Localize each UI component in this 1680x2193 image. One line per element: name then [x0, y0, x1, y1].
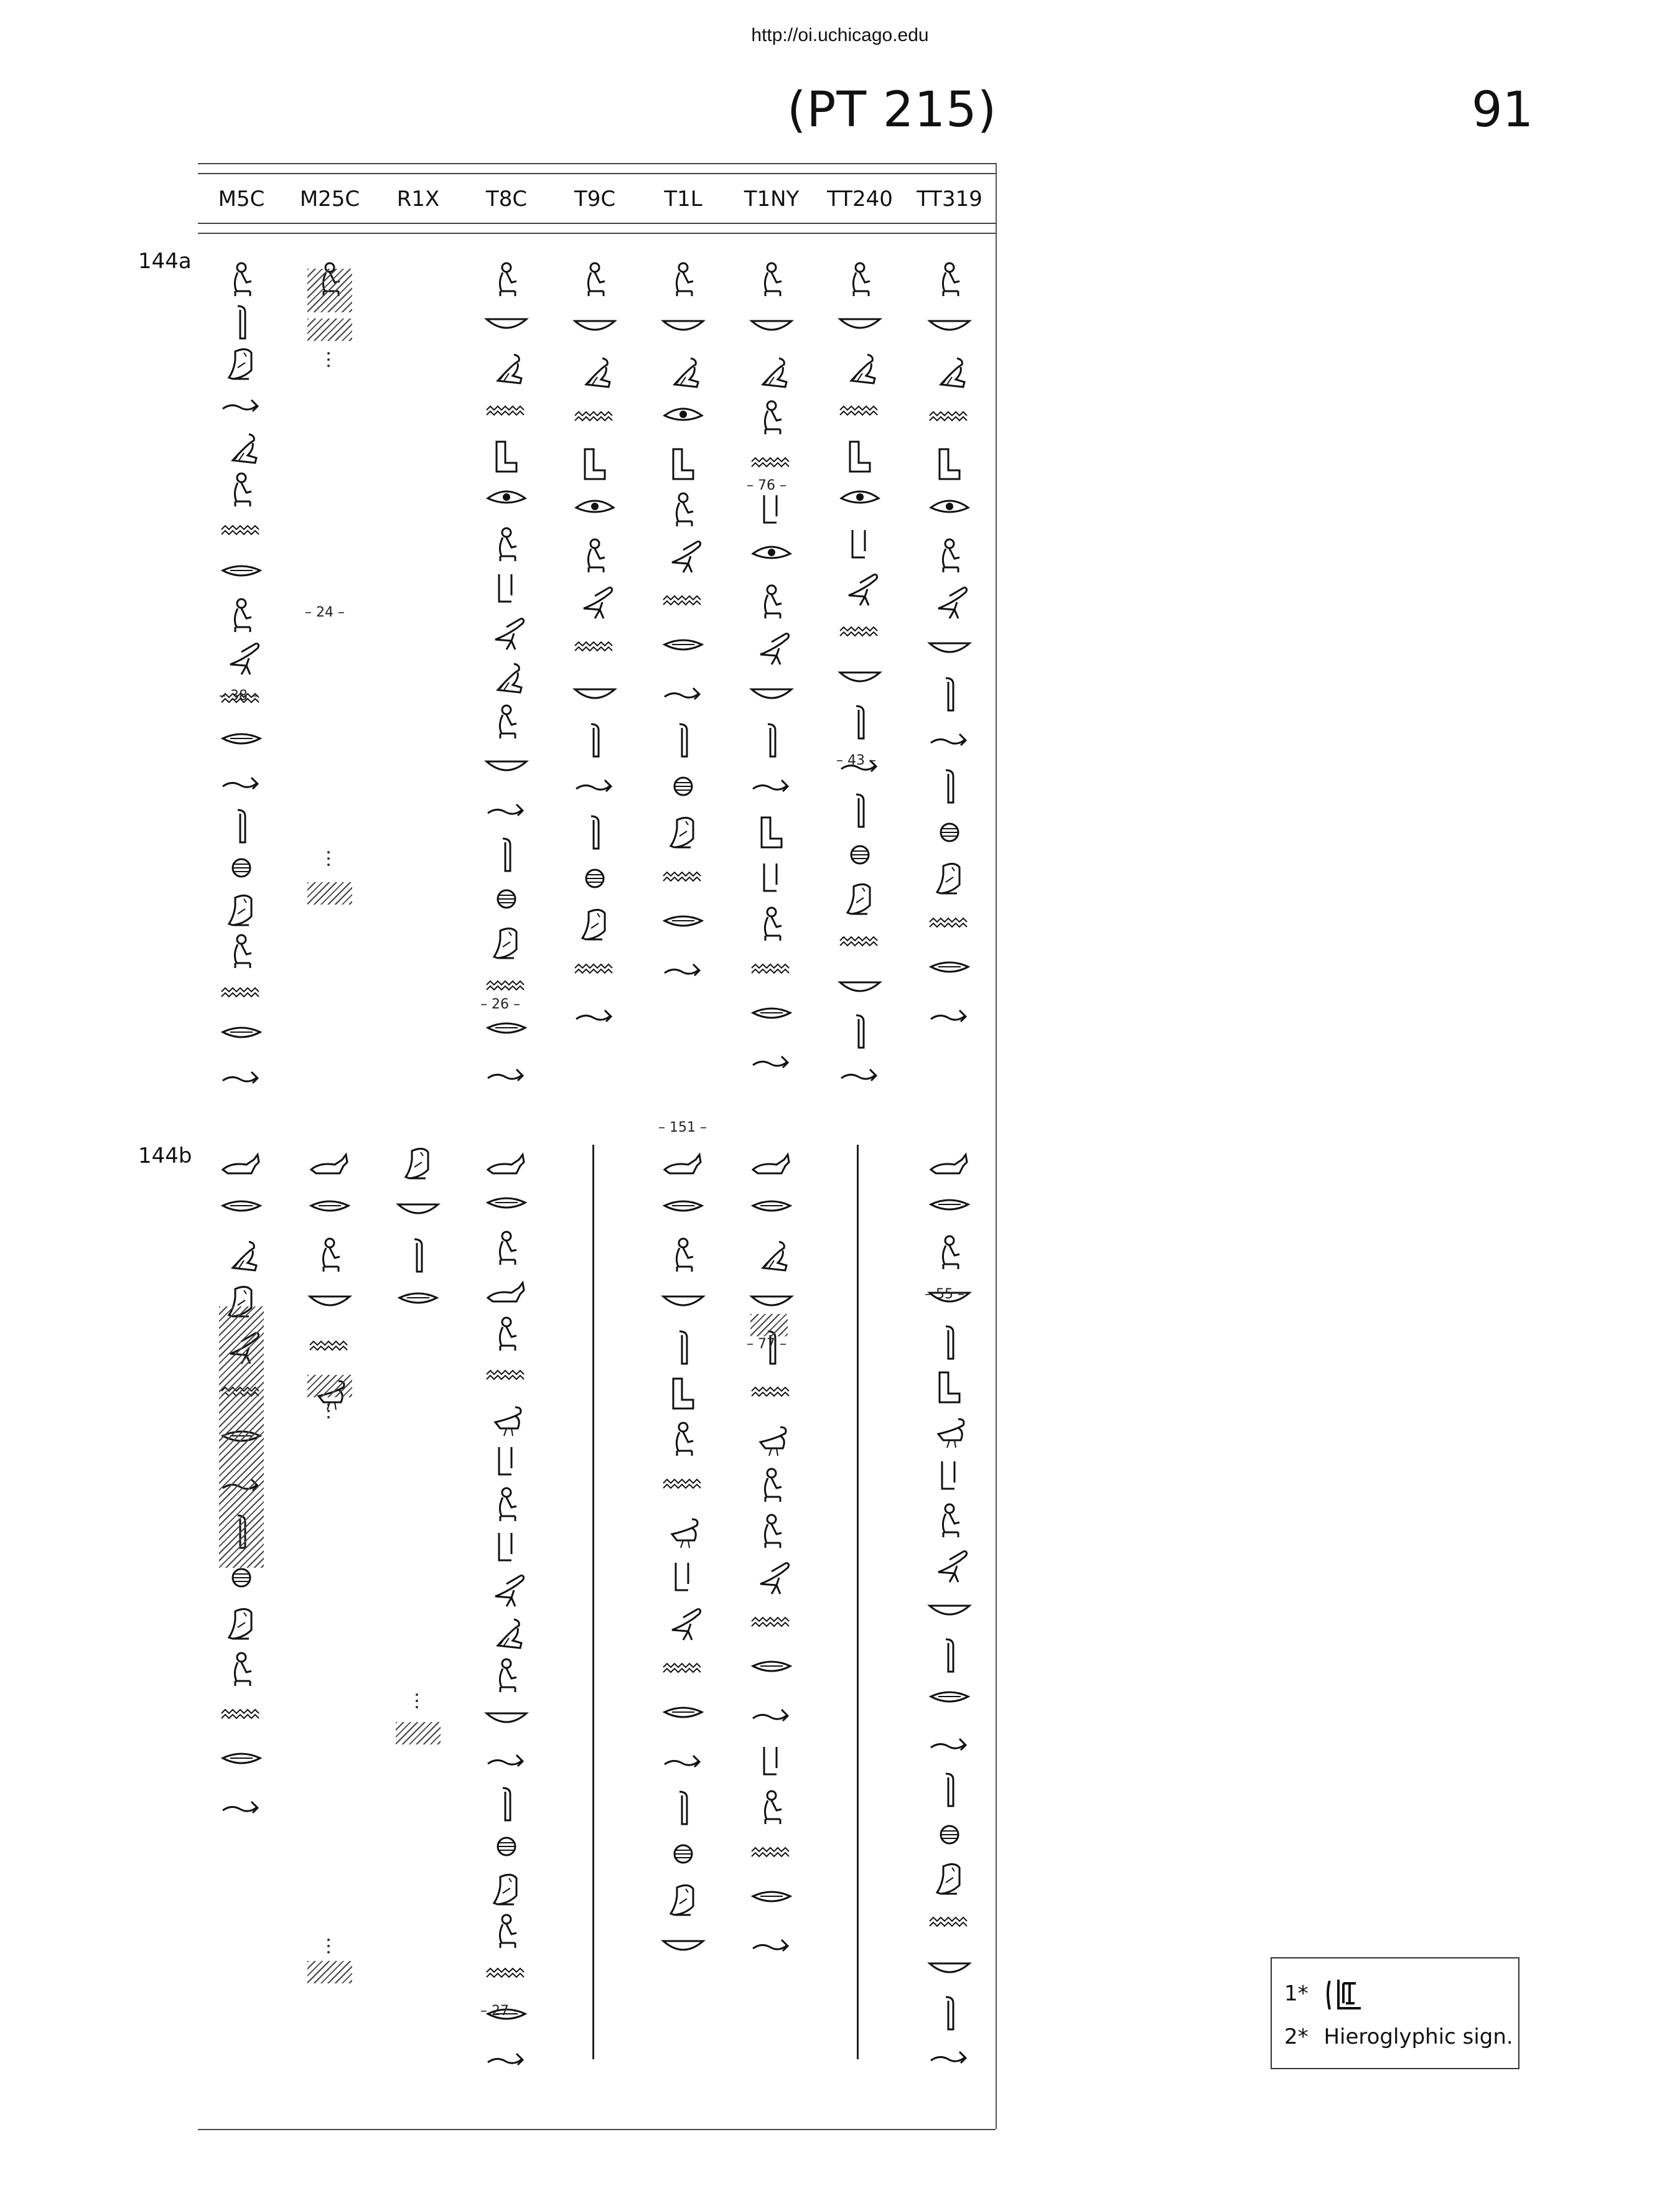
seated-man-icon: [927, 1502, 972, 1540]
row-label-144b: 144b: [138, 1143, 192, 1168]
seated-man-icon: [572, 261, 617, 299]
bread-icon: [927, 1950, 972, 1987]
line-marker: – 38 –: [219, 688, 259, 704]
staircase-icon: [927, 1369, 972, 1406]
bread-icon: [484, 1700, 529, 1737]
basket-icon: [749, 1651, 794, 1688]
staircase-icon: [838, 438, 882, 475]
bread-icon: [661, 1283, 706, 1320]
footnote-box: [1271, 1957, 1519, 2069]
column-header-t9c: T9C: [574, 187, 616, 212]
ibis-icon: [927, 584, 972, 621]
rope-icon: [219, 388, 264, 425]
reed-leaf-icon: [484, 1786, 529, 1823]
reed-leaf-icon: [219, 304, 264, 341]
duck-icon: [749, 1421, 794, 1458]
water-icon: [484, 1956, 529, 1993]
table-rule-head-2: [198, 233, 996, 234]
water-icon: [838, 394, 882, 431]
seated-man-icon: [219, 261, 264, 299]
seated-man-icon: [484, 1316, 529, 1353]
seated-man-icon: [484, 704, 529, 741]
reed-leaf-icon: [484, 836, 529, 873]
water-icon: [927, 906, 972, 943]
lacuna-dots: [327, 1400, 331, 1422]
column-header-m25c: M25C: [299, 187, 360, 212]
footnote-1-label: 1*: [1284, 1981, 1309, 2006]
damaged-area: [307, 319, 352, 341]
bread-icon: [749, 307, 794, 345]
footnote-1: [1284, 1976, 1373, 2013]
bread-icon: [927, 630, 972, 667]
basket-icon: [749, 1881, 794, 1919]
staircase-icon: [572, 445, 617, 483]
basket-icon: [661, 1697, 706, 1734]
staircase-icon: [749, 814, 794, 851]
reed-leaf-icon: [749, 722, 794, 759]
column-header-t8c: T8C: [485, 187, 528, 212]
seated-man-icon: [749, 399, 794, 437]
water-icon: [219, 975, 264, 1013]
seated-man-icon: [749, 1467, 794, 1504]
owl-icon: [484, 1871, 529, 1908]
reed-leaf-icon: [838, 1013, 882, 1050]
line-marker: – 76 –: [747, 478, 786, 493]
rope-icon: [219, 765, 264, 803]
basket-icon: [307, 1191, 352, 1228]
rope-icon: [661, 952, 706, 989]
ibis-icon: [661, 538, 706, 575]
sun-icon: [927, 814, 972, 851]
lacuna-dots: [327, 348, 331, 371]
rope-icon: [484, 2041, 529, 2079]
lacuna-dots: [327, 847, 331, 870]
water-icon: [484, 1358, 529, 1395]
seated-man-icon: [927, 538, 972, 575]
legs-icon: [661, 1559, 706, 1596]
seated-man-icon: [484, 261, 529, 299]
bread-icon: [572, 676, 617, 713]
water-icon: [572, 399, 617, 437]
jackal-icon: [927, 1145, 972, 1182]
table-rule-bottom: [198, 2129, 996, 2130]
staircase-icon: [661, 1375, 706, 1412]
owl-icon: [661, 1881, 706, 1919]
seated-man-icon: [219, 597, 264, 635]
line-marker: – 77 –: [747, 1336, 786, 1352]
line-marker: – 24 –: [305, 605, 345, 620]
bread-icon: [927, 307, 972, 345]
ibis-icon: [572, 584, 617, 621]
ibis-icon: [749, 630, 794, 667]
water-icon: [749, 445, 794, 483]
basket-icon: [749, 998, 794, 1035]
column-header-t1l: T1L: [664, 187, 702, 212]
sun-icon: [572, 860, 617, 897]
footnote-2: [1284, 2024, 1513, 2049]
sun-icon: [219, 849, 264, 887]
seated-man-icon: [572, 538, 617, 575]
seated-man-icon: [661, 1421, 706, 1458]
duck-icon: [661, 1513, 706, 1550]
vulture-icon: [749, 1237, 794, 1274]
basket-icon: [749, 1191, 794, 1228]
damaged-area: [219, 1306, 264, 1568]
eye-icon: [838, 482, 882, 519]
water-icon: [572, 630, 617, 667]
vulture-icon: [484, 1614, 529, 1652]
basket-icon: [396, 1283, 441, 1320]
damaged-area: [307, 1375, 352, 1397]
line-marker: – 26 –: [480, 997, 520, 1012]
rope-icon: [484, 1743, 529, 1780]
water-icon: [749, 1375, 794, 1412]
eye-icon: [927, 491, 972, 529]
line-marker: – 151 –: [658, 1120, 707, 1135]
reed-leaf-icon: [838, 704, 882, 741]
seated-man-icon: [484, 1486, 529, 1524]
water-icon: [838, 924, 882, 962]
basket-icon: [219, 724, 264, 761]
water-icon: [661, 1651, 706, 1688]
water-icon: [927, 1905, 972, 1942]
column-separator-t9c: [592, 1145, 594, 2059]
water-icon: [661, 584, 706, 621]
rope-icon: [484, 792, 529, 829]
bread-icon: [661, 1927, 706, 1965]
seated-man-icon: [484, 1230, 529, 1267]
jackal-icon: [219, 1145, 264, 1182]
bread-icon: [484, 305, 529, 343]
rope-icon: [661, 1743, 706, 1781]
page-number: 91: [1472, 82, 1534, 138]
reed-leaf-icon: [661, 722, 706, 759]
page-title: (PT 215): [787, 82, 997, 138]
seated-man-icon: [749, 261, 794, 299]
damaged-area: [396, 1722, 441, 1744]
rope-icon: [927, 998, 972, 1035]
basket-icon: [219, 556, 264, 593]
duck-icon: [484, 1401, 529, 1438]
reed-leaf-icon: [927, 676, 972, 713]
source-url: http://oi.uchicago.edu: [751, 25, 929, 45]
rope-icon: [749, 1044, 794, 1081]
seated-man-icon: [661, 1237, 706, 1274]
rope-icon: [219, 1789, 264, 1827]
reed-leaf-icon: [927, 1995, 972, 2032]
water-icon: [219, 1697, 264, 1734]
rope-icon: [572, 768, 617, 805]
ibis-icon: [484, 615, 529, 652]
reed-leaf-icon: [661, 1329, 706, 1366]
water-icon: [927, 399, 972, 437]
seated-man-icon: [749, 584, 794, 621]
ibis-icon: [838, 570, 882, 608]
damaged-area: [307, 269, 352, 312]
seated-man-icon: [484, 526, 529, 564]
staircase-icon: [927, 445, 972, 483]
seated-man-icon: [661, 261, 706, 299]
seated-man-icon: [927, 1234, 972, 1272]
rope-icon: [927, 2039, 972, 2077]
rope-icon: [838, 1057, 882, 1094]
reed-leaf-icon: [219, 808, 264, 845]
line-marker: – 55 –: [925, 1287, 964, 1302]
reed-leaf-icon: [927, 1637, 972, 1674]
line-marker: – 43 –: [836, 753, 876, 768]
column-header-tt240: TT240: [827, 187, 893, 212]
bread-icon: [927, 1592, 972, 1629]
ibis-icon: [219, 640, 264, 677]
bread-icon: [749, 676, 794, 713]
water-icon: [749, 1605, 794, 1642]
vulture-icon: [219, 1237, 264, 1274]
basket-icon: [219, 1017, 264, 1055]
legs-icon: [749, 491, 794, 529]
staircase-icon: [484, 438, 529, 475]
jackal-icon: [484, 1145, 529, 1182]
ibis-icon: [749, 1559, 794, 1596]
legs-icon: [484, 570, 529, 608]
jackal-icon: [307, 1145, 352, 1182]
column-separator-tt240: [857, 1145, 859, 2059]
legs-icon: [749, 1743, 794, 1781]
vulture-icon: [661, 353, 706, 391]
basket-icon: [661, 1191, 706, 1228]
vulture-icon: [484, 659, 529, 696]
water-icon: [572, 952, 617, 989]
footnote-2-label: 2*: [1284, 2024, 1309, 2049]
owl-icon: [219, 892, 264, 929]
seated-man-icon: [927, 261, 972, 299]
column-header-tt319: TT319: [917, 187, 982, 212]
damaged-area: [750, 1314, 788, 1336]
bread-icon: [484, 748, 529, 785]
lacuna-dots: [416, 1690, 419, 1712]
legs-icon: [749, 860, 794, 897]
owl-icon: [572, 906, 617, 943]
jackal-icon: [661, 1145, 706, 1182]
owl-icon: [927, 860, 972, 897]
rope-icon: [484, 1057, 529, 1094]
vulture-icon: [838, 350, 882, 387]
eye-icon: [661, 399, 706, 437]
water-icon: [661, 860, 706, 897]
owl-icon: [219, 345, 264, 383]
reed-leaf-icon: [572, 814, 617, 851]
seated-man-icon: [307, 1237, 352, 1274]
water-icon: [838, 615, 882, 652]
seated-man-icon: [1323, 1976, 1373, 2013]
basket-icon: [661, 630, 706, 667]
owl-icon: [661, 814, 706, 851]
damaged-area: [307, 1961, 352, 1983]
owl-icon: [396, 1145, 441, 1182]
basket-icon: [927, 1190, 972, 1227]
ibis-icon: [484, 1571, 529, 1609]
line-marker: – 27 –: [480, 2003, 520, 2019]
owl-icon: [927, 1860, 972, 1897]
rope-icon: [219, 1059, 264, 1097]
vulture-icon: [749, 353, 794, 391]
reed-leaf-icon: [838, 792, 882, 829]
reed-leaf-icon: [661, 1789, 706, 1827]
table-rule-head-1: [198, 223, 996, 224]
sun-icon: [661, 768, 706, 805]
seated-man-icon: [661, 491, 706, 529]
seated-man-icon: [838, 261, 882, 299]
reed-leaf-icon: [396, 1237, 441, 1274]
ibis-icon: [661, 1605, 706, 1642]
basket-icon: [219, 1743, 264, 1781]
seated-man-icon: [484, 1657, 529, 1695]
column-header-m5c: M5C: [218, 187, 265, 212]
basket-icon: [927, 1682, 972, 1719]
bread-icon: [661, 307, 706, 345]
seated-man-icon: [219, 472, 264, 509]
damaged-area: [307, 882, 352, 905]
sun-icon: [927, 1816, 972, 1853]
rope-icon: [927, 1726, 972, 1764]
column-header-r1x: R1X: [396, 187, 440, 212]
bread-icon: [396, 1191, 441, 1228]
rope-icon: [749, 1697, 794, 1734]
basket-icon: [484, 1188, 529, 1225]
bread-icon: [838, 659, 882, 696]
basket-icon: [484, 1013, 529, 1050]
column-header-t1ny: T1NY: [744, 187, 800, 212]
ibis-icon: [927, 1547, 972, 1585]
seated-man-icon: [749, 1513, 794, 1550]
owl-icon: [219, 1605, 264, 1642]
footnote-2-text: Hieroglyphic sign.: [1323, 2024, 1513, 2049]
water-icon: [219, 513, 264, 551]
basket-icon: [927, 952, 972, 989]
rope-icon: [661, 676, 706, 713]
reed-leaf-icon: [572, 722, 617, 759]
sun-icon: [838, 836, 882, 873]
jackal-icon: [749, 1145, 794, 1182]
seated-man-icon: [749, 1789, 794, 1827]
seated-man-icon: [219, 1651, 264, 1688]
legs-icon: [927, 1458, 972, 1495]
rope-icon: [749, 1927, 794, 1965]
basket-icon: [219, 1191, 264, 1228]
owl-icon: [838, 880, 882, 918]
row-label-144a: 144a: [138, 249, 192, 274]
bread-icon: [838, 969, 882, 1006]
water-icon: [484, 394, 529, 431]
owl-icon: [484, 924, 529, 962]
staircase-icon: [661, 445, 706, 483]
legs-icon: [484, 1529, 529, 1567]
reed-leaf-icon: [927, 1771, 972, 1809]
water-icon: [749, 952, 794, 989]
sun-icon: [484, 1828, 529, 1865]
sun-icon: [661, 1835, 706, 1873]
table-rule-top-2: [198, 173, 996, 174]
reed-leaf-icon: [927, 1324, 972, 1361]
bread-icon: [307, 1283, 352, 1320]
bread-icon: [838, 305, 882, 343]
rope-icon: [749, 768, 794, 805]
seated-man-icon: [219, 933, 264, 971]
water-icon: [661, 1467, 706, 1504]
seated-man-icon: [484, 1913, 529, 1950]
rope-icon: [572, 998, 617, 1035]
rope-icon: [927, 722, 972, 759]
vulture-icon: [484, 350, 529, 387]
table-rule-top-1: [198, 163, 996, 164]
vulture-icon: [927, 353, 972, 391]
reed-leaf-icon: [927, 768, 972, 805]
vulture-icon: [219, 429, 264, 467]
eye-icon: [484, 482, 529, 519]
basket-icon: [661, 906, 706, 943]
legs-icon: [838, 526, 882, 564]
sun-icon: [484, 880, 529, 918]
eye-icon: [572, 491, 617, 529]
water-icon: [307, 1329, 352, 1366]
bread-icon: [572, 307, 617, 345]
duck-icon: [927, 1413, 972, 1450]
seated-man-icon: [749, 906, 794, 943]
water-icon: [749, 1835, 794, 1873]
vulture-icon: [572, 353, 617, 391]
eye-icon: [749, 538, 794, 575]
legs-icon: [484, 1443, 529, 1481]
lacuna-dots: [327, 1935, 331, 1957]
jackal-icon: [484, 1273, 529, 1310]
